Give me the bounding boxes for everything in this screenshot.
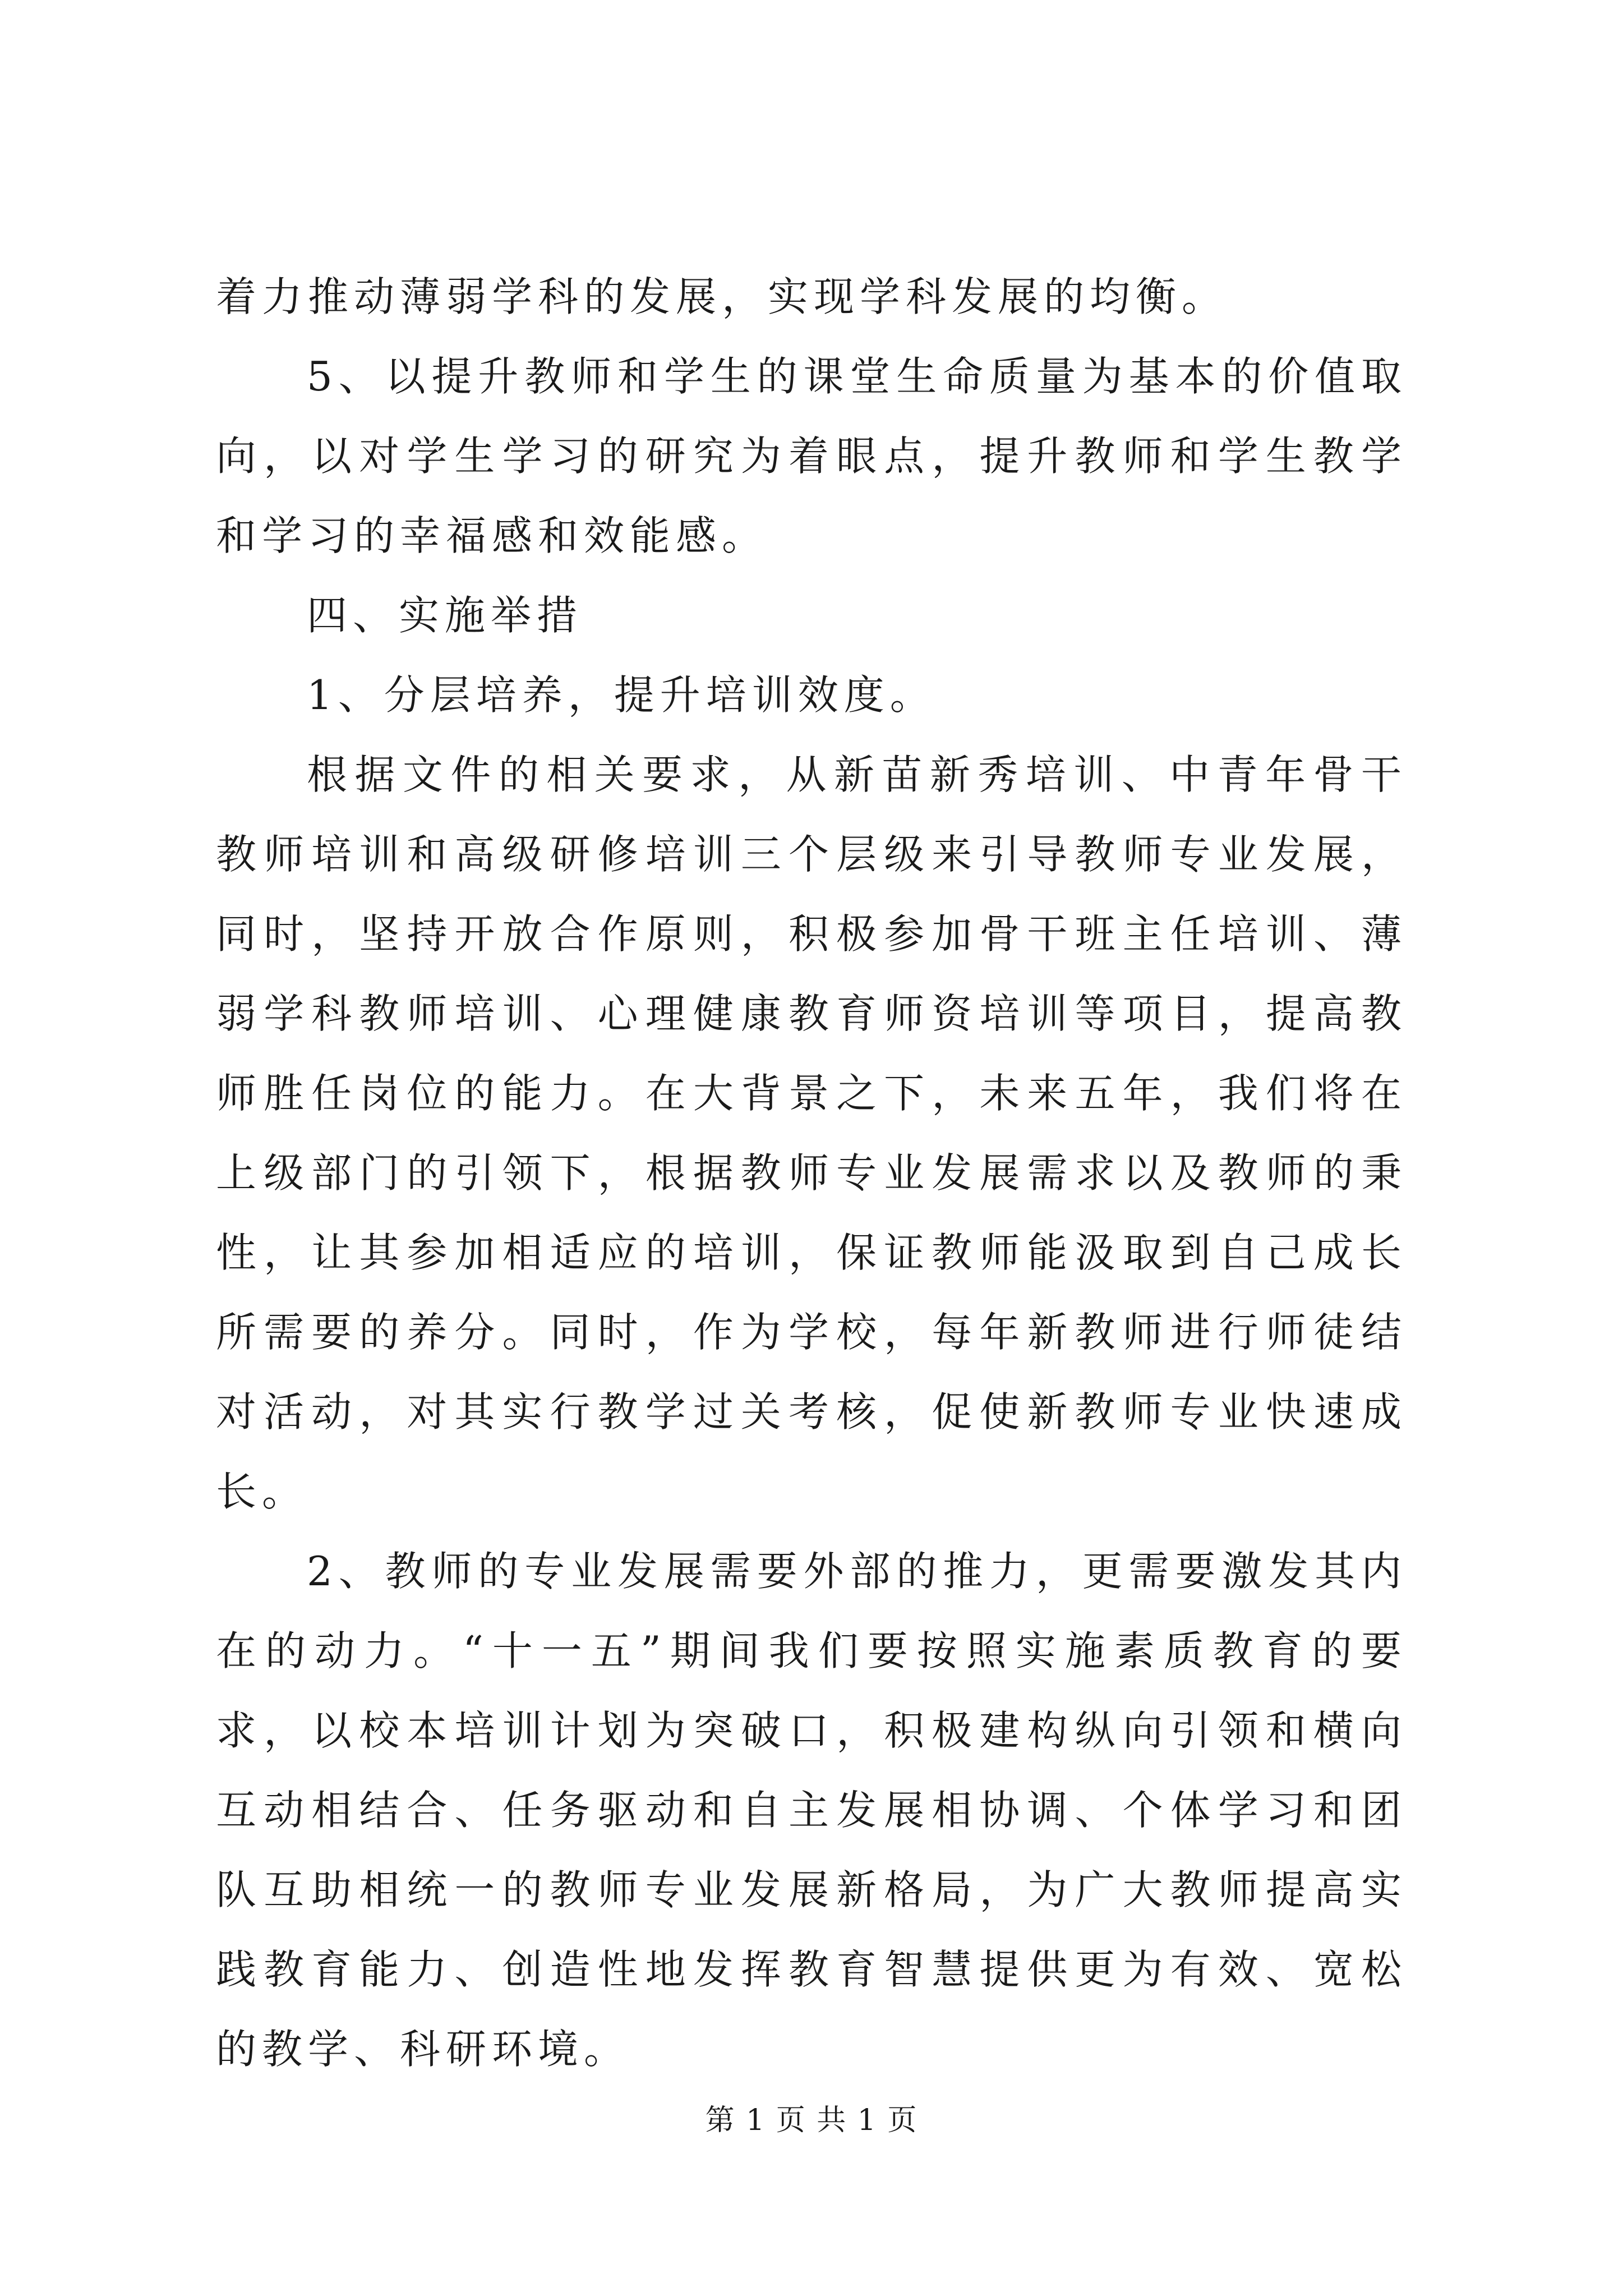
- document-body: [216, 257, 1407, 2089]
- page-footer: 第 1 页 共 1 页: [705, 2104, 918, 2137]
- paragraph-6: 2、教师的专业发展需要外部的推力，更需要激发其内在的动力。“十一五”期间我们要按照实施素质教育的要求，以校本培训计划为突破口，积极建构纵向引领和横向互动相结合、任务驱动和自主发展相协调、个体学习和团队互助相统一的教师专业发展新格局，为广大教师提高实践教育能力、创造性地发挥教育智慧提供更为有效、宽松的教学、科研环境。: [216, 1548, 1407, 2073]
- paragraph-4: 1、分层培养，提升培训效度。: [307, 671, 936, 719]
- section-heading: 四、实施举措: [307, 592, 583, 639]
- paragraph-1: 着力推动薄弱学科的发展，实现学科发展的均衡。: [216, 273, 1228, 320]
- paragraph-5: 根据文件的相关要求，从新苗新秀培训、中青年骨干教师培训和高级研修培训三个层级来引导教师专业发展，同时，坚持开放合作原则，积极参加骨干班主任培训、薄弱学科教师培训、心理健康教育师资培训等项目，提高教师胜任岗位的能力。在大背景之下，未来五年，我们将在上级部门的引领下，根据教师专业发展需求以及教师的秉性，让其参加相适应的培训，保证教师能汲取到自己成长所需要的养分。同时，作为学校，每年新教师进行师徒结对活动，对其实行教学过关考核，促使新教师专业快速成长。: [216, 751, 1407, 1515]
- paragraph-2: 5、以提升教师和学生的课堂生命质量为基本的价值取向，以对学生学习的研究为着眼点，提升教师和学生教学和学习的幸福感和效能感。: [216, 353, 1407, 559]
